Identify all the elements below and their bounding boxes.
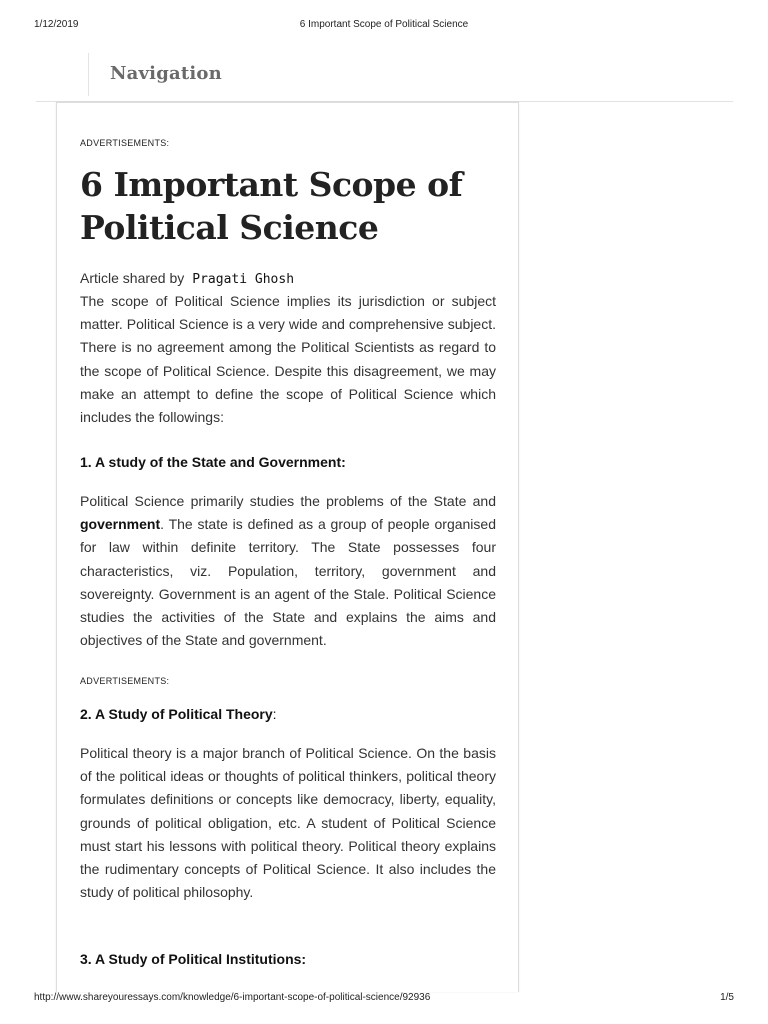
page-number: 1/5 <box>720 992 734 1003</box>
page-url: http://www.shareyouressays.com/knowledge/6-important-scope-of-political-science/92936 <box>34 992 431 1003</box>
byline <box>80 270 294 287</box>
byline-prefix: Article shared by <box>80 270 185 286</box>
navigation-menu-toggle[interactable]: Navigation <box>110 63 222 84</box>
print-date: 1/12/2019 <box>34 19 79 30</box>
section-2-heading-colon: : <box>272 706 277 722</box>
article-title <box>80 163 500 249</box>
print-page-title: 6 Important Scope of Political Science <box>299 19 469 30</box>
author-name[interactable]: Pragati Ghosh <box>192 272 295 287</box>
title-line-1: 6 Important Scope of <box>80 165 463 204</box>
article-card <box>56 102 519 992</box>
section-1-paragraph <box>80 490 496 652</box>
title-line-2: Political Science <box>80 208 379 247</box>
section-1-text-end: . The state is defined as a group of people organised for law within definite territory. The State possesses four characteristics, viz. Population, territory, government and sovereignty. Government is an agent of the Stale. Political Science studies the activities of the State and explains the aims and objectives of the State and government. <box>80 516 496 649</box>
print-footer <box>0 992 768 1006</box>
print-header <box>0 19 768 33</box>
navigation-bar <box>36 53 733 102</box>
section-1-heading: 1. A study of the State and Government: <box>80 454 346 470</box>
advertisements-label: ADVERTISEMENTS: <box>80 138 170 148</box>
advertisements-label: ADVERTISEMENTS: <box>80 676 170 686</box>
nav-divider <box>88 53 89 96</box>
section-1-text-start: Political Science primarily studies the problems of the State and <box>80 493 496 509</box>
section-2-heading <box>80 706 277 722</box>
government-link[interactable]: government <box>80 516 161 533</box>
section-2-paragraph: Political theory is a major branch of Political Science. On the basis of the political ideas or thoughts of political thinkers, political theory formulates definitions or concepts like democracy, liberty, equality, grounds of political obligation, etc. A student of Political Science must start his lessons with political theory. Political theory explains the rudimentary concepts of Political Science. It also includes the study of political philosophy. <box>80 745 496 901</box>
section-2-heading-text: 2. A Study of Political Theory <box>80 706 273 722</box>
intro-paragraph: The scope of Political Science implies its jurisdiction or subject matter. Political Science is a very wide and comprehensive subject. There is no agreement among the Political Scientists as regard to the scope of Political Science. Despite this disagreement, we may make an attempt to define the scope of Political Science which includes the followings: <box>80 293 496 426</box>
section-3-heading: 3. A Study of Political Institutions: <box>80 951 307 967</box>
